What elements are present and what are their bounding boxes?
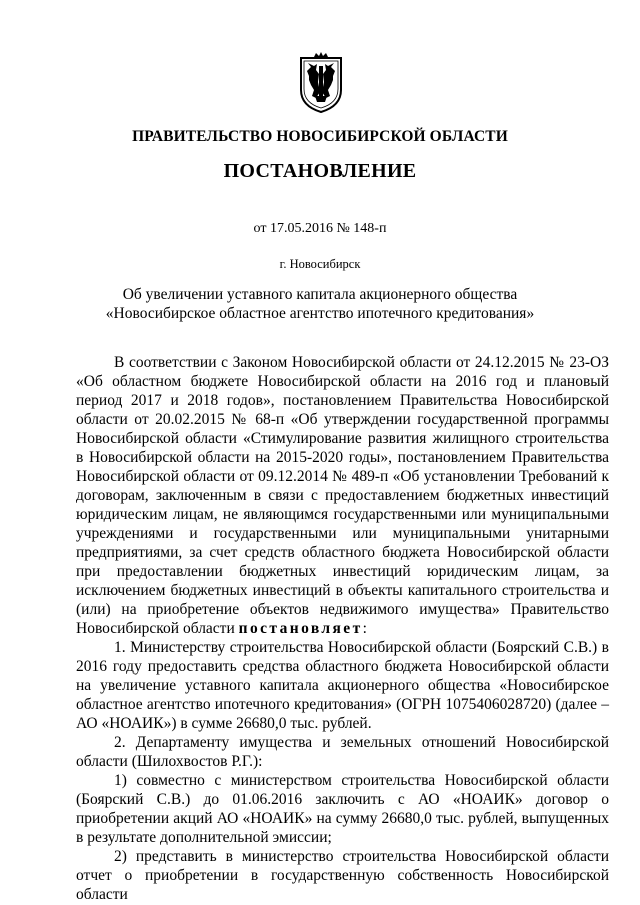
- city-line: г. Новосибирск: [279, 257, 361, 271]
- document-type-title: ПОСТАНОВЛЕНИЕ: [223, 160, 417, 182]
- item-2-2-paragraph: 2) представить в министерство строительства Новосибирской области отчет о приобретении в государственную собственность Новосибирской области: [76, 848, 609, 903]
- document-body: [76, 353, 609, 904]
- preamble-text: В соответствии с Законом Новосибирской области от 24.12.2015 № 23-ОЗ «Об областном бюджете Новосибирской области на 2016 год и плановый период 2017 и 2018 годов», постановлением Правительства Новосибирской области от 20.02.2015 № 68-п «Об утверждении государственной программы Новосибирской области «Стимулирование развития жилищного строительства в Новосибирской области на 2015-2020 годы», постановлением Правительства Новосибирской области от 09.12.2014 № 489-п «Об установлении Требований к договорам, заключенным в связи с предоставлением бюджетных инвестиций юридическим лицам, не являющимся государственными или муниципальными учреждениями и государственными или муниципальными унитарными предприятиями, за счет средств областного бюджета Новосибирской области при предоставлении бюджетных инвестиций юридическим лицам, за исключением бюджетных инвестиций в объекты капитального строительства и (или) на приобретение объектов недвижимого имущества» Правительство Новосибирской области: [76, 354, 609, 637]
- resolves-colon: :: [362, 620, 367, 637]
- subject-line-1: Об увеличении уставного капитала акционерного общества: [122, 286, 518, 303]
- organization-title: ПРАВИТЕЛЬСТВО НОВОСИБИРСКОЙ ОБЛАСТИ: [132, 128, 508, 145]
- subject-line-2: «Новосибирское областное агентство ипотечного кредитования»: [105, 305, 535, 322]
- item-1-paragraph: 1. Министерству строительства Новосибирской области (Боярский С.В.) в 2016 году предоставить средства областного бюджета Новосибирской области на увеличение уставного капитала акционерного общества «Новосибирское областное агентство ипотечного кредитования» (ОГРН 1075406028720) (далее – АО «НОАИК») в сумме 26680,0 тыс. рублей.: [76, 639, 609, 732]
- preamble-paragraph: [76, 353, 609, 638]
- date-number-line: от 17.05.2016 № 148-п: [253, 221, 387, 236]
- document-subject: [0, 285, 640, 323]
- item-2-paragraph: 2. Департаменту имущества и земельных отношений Новосибирской области (Шилохвостов Р.Г.):: [76, 734, 609, 770]
- coat-of-arms-emblem: [298, 52, 344, 114]
- item-2-1-paragraph: 1) совместно с министерством строительства Новосибирской области (Боярский С.В.) до 01.06.2016 заключить с АО «НОАИК» договор о приобретении акций АО «НОАИК» на сумму 26680,0 тыс. рублей, выпущенных в результате дополнительной эмиссии;: [76, 772, 609, 846]
- resolves-word: постановляет: [238, 620, 363, 637]
